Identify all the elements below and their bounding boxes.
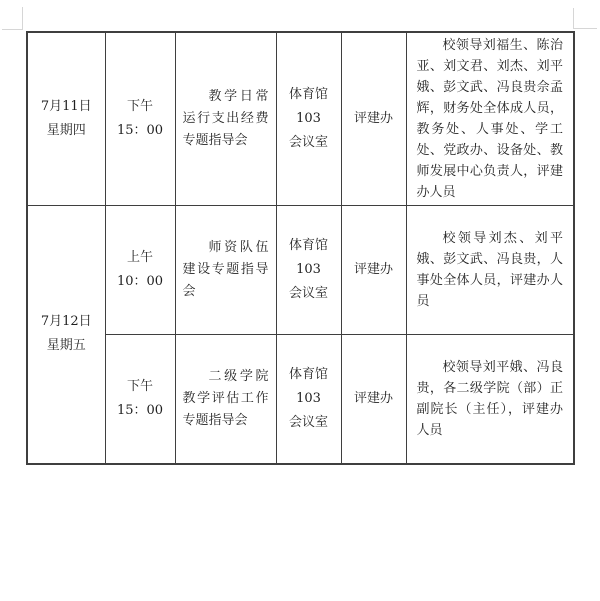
date-text: 7月11日 xyxy=(40,99,92,114)
participants-cell xyxy=(406,206,574,335)
margin-crop-mark-top-right-icon xyxy=(573,8,597,29)
organizer-text: 评建办 xyxy=(353,111,393,126)
participants-text: 校领导刘平娥、冯良贵，各二级学院（部）正副院长（主任），评建办人员 xyxy=(416,359,563,438)
topic-cell xyxy=(175,335,276,464)
date-cell xyxy=(27,32,105,206)
topic-cell xyxy=(175,32,276,206)
participants-cell xyxy=(406,32,574,206)
time-text: 15：00 xyxy=(116,123,164,138)
topic-text: 师资队伍建设专题指导会 xyxy=(182,240,269,299)
participants-cell xyxy=(406,335,574,464)
location-room-number: 103 xyxy=(296,262,321,277)
topic-text: 教学日常运行支出经费专题指导会 xyxy=(182,89,269,148)
location-room-number: 103 xyxy=(296,390,321,406)
date-cell xyxy=(27,206,105,464)
time-cell xyxy=(105,206,175,335)
participants-text: 校领导刘杰、刘平娥、彭文武、冯良贵，人事处全体人员，评建办人员 xyxy=(416,231,563,309)
time-period-text: 下午 xyxy=(126,378,153,394)
location-text: 体育馆 xyxy=(288,238,328,253)
organizer-cell xyxy=(341,32,406,206)
table-row xyxy=(27,206,574,335)
topic-text: 二级学院教学评估工作专题指导会 xyxy=(182,368,269,428)
participants-text: 校领导刘福生、陈治亚、刘文君、刘杰、刘平娥、彭文武、冯良贵佘孟辉，财务处全体成人员，教务处、人事处、学工处、党政办、设备处、教师发展中心负责人，评建办人员 xyxy=(416,38,563,200)
table-row xyxy=(27,32,574,206)
location-room-text: 会议室 xyxy=(288,414,328,430)
time-period-text: 上午 xyxy=(126,250,153,265)
location-room-number: 103 xyxy=(296,111,321,126)
date-text: 7月12日 xyxy=(40,314,92,330)
organizer-cell xyxy=(341,206,406,335)
topic-cell xyxy=(175,206,276,335)
organizer-text: 评建办 xyxy=(353,390,393,406)
time-cell xyxy=(105,32,175,206)
schedule-table xyxy=(26,31,575,465)
time-text: 10：00 xyxy=(116,274,164,289)
location-cell xyxy=(276,335,341,464)
organizer-cell xyxy=(341,335,406,464)
location-cell xyxy=(276,32,341,206)
weekday-text: 星期五 xyxy=(46,338,86,354)
location-text: 体育馆 xyxy=(288,366,328,382)
time-cell xyxy=(105,335,175,464)
weekday-text: 星期四 xyxy=(46,123,86,138)
margin-crop-mark-top-left-icon xyxy=(2,7,23,30)
location-room-text: 会议室 xyxy=(288,135,328,150)
location-text: 体育馆 xyxy=(288,87,328,102)
time-period-text: 下午 xyxy=(126,99,153,114)
time-text: 15：00 xyxy=(116,402,164,418)
table-row xyxy=(27,335,574,464)
organizer-text: 评建办 xyxy=(353,262,393,277)
location-room-text: 会议室 xyxy=(288,286,328,301)
location-cell xyxy=(276,206,341,335)
